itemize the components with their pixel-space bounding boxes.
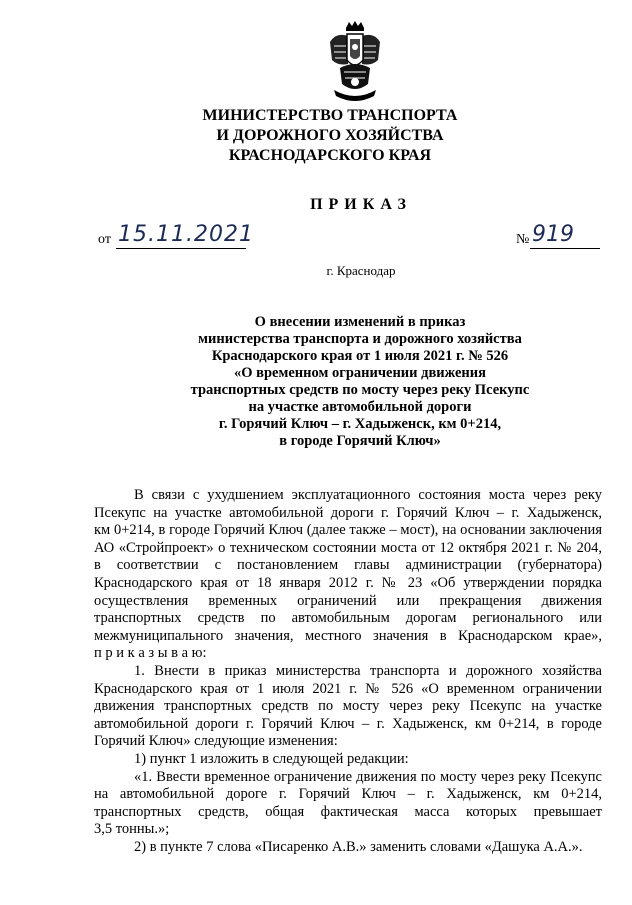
ministry-name — [150, 106, 510, 166]
body-line: 3,5 тонны.»; — [94, 821, 170, 838]
body-line: движения транспортных средств по мосту через реку Псекупс на участке — [94, 698, 602, 715]
body-line: 1) пункт 1 изложить в следующей редакции: — [134, 750, 409, 767]
title-line: Краснодарского края от 1 июля 2021 г. № 526 — [211, 348, 509, 364]
date-prefix: от — [98, 232, 111, 247]
body-line: 1. Внести в приказ министерства транспорта и дорожного хозяйства — [134, 662, 602, 679]
title-line: транспортных средств по мосту через реку Псекупс — [190, 382, 530, 398]
body-line: осуществления временных ограничений или прекращения движения — [94, 592, 602, 609]
document-title — [140, 314, 580, 450]
number-field — [516, 222, 600, 248]
number-underline — [530, 248, 600, 249]
city: г. Краснодар — [326, 263, 396, 278]
body-line: транспортных средств по автомобильным дорогам регионального или — [94, 610, 602, 627]
body-line: транспортных средств, общая фактическая масса которых превышает — [94, 803, 602, 820]
date-underline — [116, 248, 246, 249]
body-line: км 0+214, в городе Горячий Ключ (далее также – мост), на основании заключения — [94, 522, 602, 539]
body-line: 2) в пункте 7 слова «Писаренко А.В.» заменить словами «Дашука А.А.». — [134, 838, 583, 855]
body-line: Краснодарского края от 18 января 2012 г. № 23 «Об утверждении порядка — [94, 574, 602, 591]
number-prefix: № — [516, 232, 530, 247]
document-body — [94, 487, 602, 856]
date-field — [98, 222, 254, 248]
body-line: «1. Ввести временное ограничение движения по мосту через реку Псекупс — [134, 768, 602, 785]
document-type: ПРИКАЗ — [310, 196, 412, 213]
body-line: АО «Стройпроект» о техническом состоянии моста от 12 октября 2021 г. № 204, — [94, 539, 602, 556]
body-line: в соответствии с постановлением главы администрации (губернатора) — [94, 557, 602, 574]
ministry-line: КРАСНОДАРСКОГО КРАЯ — [228, 147, 432, 164]
title-line: в городе Горячий Ключ» — [279, 433, 441, 449]
ministry-line: И ДОРОЖНОГО ХОЗЯЙСТВА — [216, 127, 444, 144]
title-line: на участке автомобильной дороги — [248, 399, 472, 415]
date-value: 15.11.2021 — [118, 222, 254, 247]
body-line: межмуниципального значения, местного значения в Краснодарском крае», — [94, 627, 602, 644]
title-line: О внесении изменений в приказ — [254, 314, 466, 330]
body-line: Горячий Ключ» следующие изменения: — [94, 733, 338, 750]
body-line: Краснодарского края от 1 июля 2021 г. № 526 «О временном ограничении — [94, 680, 602, 697]
body-line: на автомобильной дороге г. Горячий Ключ – г. Хадыженск, км 0+214, — [94, 786, 602, 803]
title-line: министерства транспорта и дорожного хозяйства — [198, 331, 522, 347]
coat-of-arms-icon — [326, 20, 384, 102]
body-line: п р и к а з ы в а ю: — [94, 645, 207, 662]
number-value: 919 — [532, 222, 574, 247]
body-line: Псекупс на участке автомобильной дороги г. Горячий Ключ – г. Хадыженск, — [94, 504, 602, 521]
title-line: «О временном ограничении движения — [234, 365, 486, 381]
body-line: автомобильной дороги г. Горячий Ключ – г. Хадыженск, км 0+214, в городе — [94, 715, 602, 732]
ministry-line: МИНИСТЕРСТВО ТРАНСПОРТА — [202, 107, 458, 124]
title-line: г. Горячий Ключ – г. Хадыженск, км 0+214, — [218, 416, 502, 432]
body-line: В связи с ухудшением эксплуатационного состояния моста через реку — [134, 487, 602, 503]
